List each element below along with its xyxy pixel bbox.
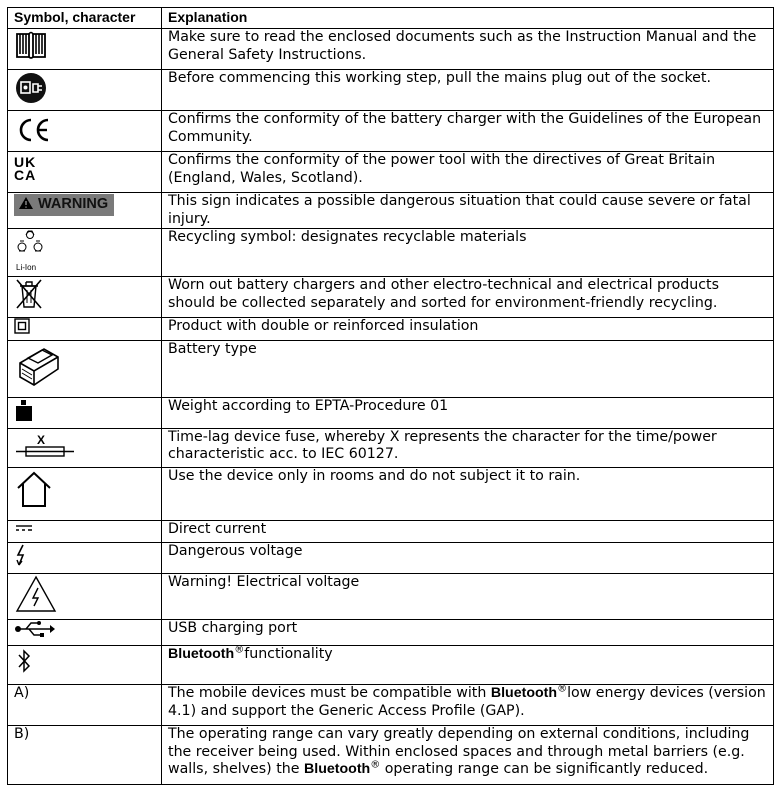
table-row [8,646,774,685]
footnote-text-a: The mobile devices must be compatible with [168,685,491,702]
row-text: Weight according to EPTA-Procedure 01 [162,397,774,428]
li-ion-label: Li-Ion [16,262,37,272]
direct-current-icon [14,521,34,535]
header-symbol: Symbol, character [8,8,162,29]
warning-label: WARNING [38,196,109,212]
indoor-house-icon [14,468,54,510]
row-text: Product with double or reinforced insulation [162,318,774,341]
table-row [8,573,774,620]
usb-icon [14,620,56,638]
table-row [8,685,774,726]
table-row [8,620,774,646]
table-row [8,318,774,341]
header-explanation: Explanation [162,8,774,29]
row-text: Dangerous voltage [162,542,774,573]
row-text: Worn out battery chargers and other electro-technical and electrical products should be collected separately and sorted for environment-friendly recycling. [162,277,774,318]
row-text: Warning! Electrical voltage [162,573,774,620]
table-row [8,70,774,111]
row-text: Use the device only in rooms and do not subject it to rain. [162,467,774,520]
table-header-row [8,8,774,29]
table-row [8,397,774,428]
lightning-icon [14,543,28,567]
bluetooth-icon [14,646,34,676]
ce-mark-icon [14,111,54,145]
table-row [8,229,774,277]
registered-mark: ® [370,759,381,771]
row-text [162,726,774,785]
ukca-mark-icon: UK CA [14,154,37,183]
table-row [8,193,774,229]
footnote-label: B) [8,726,162,785]
row-text: Direct current [162,520,774,542]
footnote-text-b: operating range can be significantly reduced. [380,761,709,778]
row-text [162,646,774,685]
warning-icon [18,196,34,210]
bluetooth-brand: Bluetooth [304,761,371,778]
table-row [8,428,774,467]
unplug-icon [14,70,48,104]
registered-mark: ® [557,683,568,695]
bluetooth-brand: Bluetooth [490,685,558,702]
footnote-label: A) [8,685,162,726]
row-text: USB charging port [162,620,774,646]
row-text [162,685,774,726]
row-text: Make sure to read the enclosed documents such as the Instruction Manual and the General Safety Instructions. [162,29,774,70]
weight-icon [14,398,34,422]
fuse-character: X [37,432,46,447]
symbol-table [7,7,774,785]
recycling-icon [14,229,46,257]
row-text: Recycling symbol: designates recyclable materials [162,229,774,277]
row-text: Time-lag device fuse, whereby X represents the character for the time/power characteristic acc. to IEC 60127. [162,428,774,467]
crossed-bin-icon [14,277,44,311]
table-row [8,726,774,785]
table-row [8,277,774,318]
bluetooth-text: functionality [244,646,333,663]
row-text: Before commencing this working step, pull the mains plug out of the socket. [162,70,774,111]
footnote-text-a: The operating range can vary greatly depending on external conditions, including the receiver being used. Within enclosed spaces and through metal barriers (e.g. walls, shelves) the [168,726,750,778]
table-row [8,520,774,542]
table-row [8,152,774,193]
battery-pack-icon [14,341,62,391]
book-icon [14,29,48,59]
row-text: Confirms the conformity of the battery charger with the Guidelines of the European Community. [162,111,774,152]
bluetooth-brand: Bluetooth [168,646,235,663]
footnote-text-b: low energy devices (version 4.1) and support the Generic Access Profile (GAP). [168,685,766,719]
electrical-warning-icon [14,574,58,614]
double-insulation-icon [14,318,30,334]
table-row [8,29,774,70]
row-text: Confirms the conformity of the power tool with the directives of Great Britain (England, Wales, Scotland). [162,152,774,193]
registered-mark: ® [234,644,245,656]
row-text: This sign indicates a possible dangerous situation that could cause severe or fatal injury. [162,193,774,229]
table-row [8,542,774,573]
row-text: Battery type [162,341,774,398]
table-row [8,467,774,520]
table-row [8,341,774,398]
table-row [8,111,774,152]
warning-badge [14,194,114,216]
